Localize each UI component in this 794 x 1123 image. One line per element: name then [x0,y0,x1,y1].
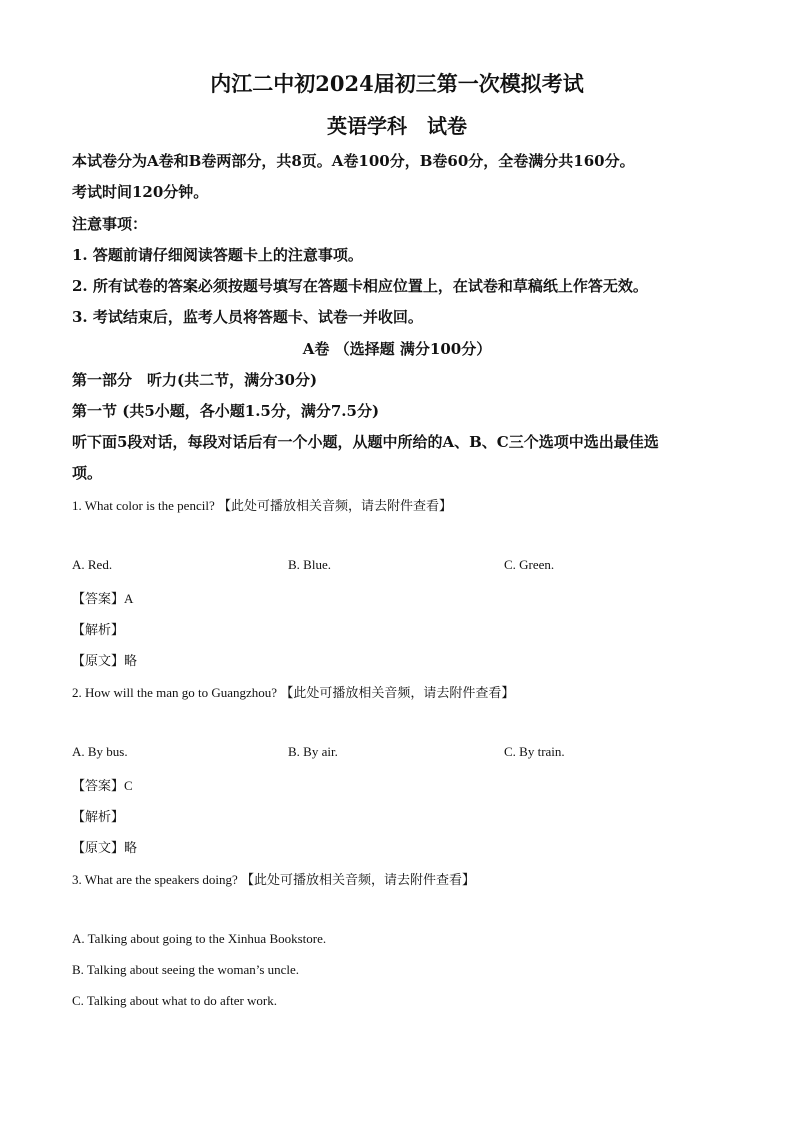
question-2-answer: 【答案】C [72,778,133,793]
intro-line-1: 本试卷分为A卷和B卷两部分，共8页。A卷100分，B卷60分，全卷满分共160分。 [72,152,635,170]
question-1-option-c: C. Green. [504,557,555,572]
question-1-analysis: 【解析】 [72,622,125,637]
exam-title: 内江二中初2024届初三第一次模拟考试 [210,71,584,96]
part-1-heading: 第一部分 听力(共二节，满分30分) [72,371,318,389]
question-2-analysis: 【解析】 [72,809,125,824]
question-2-stem: 2. How will the man go to Guangzhou? 【此处可播放相关音频，请去附件查看】 [72,685,515,700]
question-3-option-c: C. Talking about what to do after work. [72,993,278,1008]
notice-title: 注意事项： [72,215,148,233]
question-3-option-b: B. Talking about seeing the woman’s uncle. [72,962,300,977]
notice-item-2: 2. 所有试卷的答案必须按题号填写在答题卡相应位置上，在试卷和草稿纸上作答无效。 [72,277,648,295]
question-3-stem: 3. What are the speakers doing? 【此处可播放相关音频，请去附件查看】 [72,872,476,887]
section-1-heading: 第一节 (共5小题，各小题1.5分，满分7.5分) [72,402,380,420]
question-2-option-a: A. By bus. [72,744,128,759]
question-2-option-b: B. By air. [288,744,338,759]
notice-item-3: 3. 考试结束后，监考人员将答题卡、试卷一并收回。 [72,308,423,326]
question-3-option-a: A. Talking about going to the Xinhua Bookstore. [72,931,327,946]
question-1-stem: 1. What color is the pencil? 【此处可播放相关音频，请去附件查看】 [72,498,452,513]
question-1-option-b: B. Blue. [288,557,331,572]
instruction-line-2: 项。 [72,464,103,482]
exam-subtitle: 英语学科 试卷 [327,114,467,138]
section-a-title: A卷 （选择题 满分100分） [302,340,492,358]
question-1-answer: 【答案】A [72,591,134,606]
question-1-option-a: A. Red. [72,557,113,572]
question-2-original: 【原文】略 [72,840,138,855]
notice-item-1: 1. 答题前请仔细阅读答题卡上的注意事项。 [72,246,363,264]
intro-line-2: 考试时间120分钟。 [72,183,209,201]
instruction-line-1: 听下面5段对话，每段对话后有一个小题，从题中所给的A、B、C三个选项中选出最佳选 [72,433,659,451]
question-1-original: 【原文】略 [72,653,138,668]
question-2-option-c: C. By train. [504,744,565,759]
